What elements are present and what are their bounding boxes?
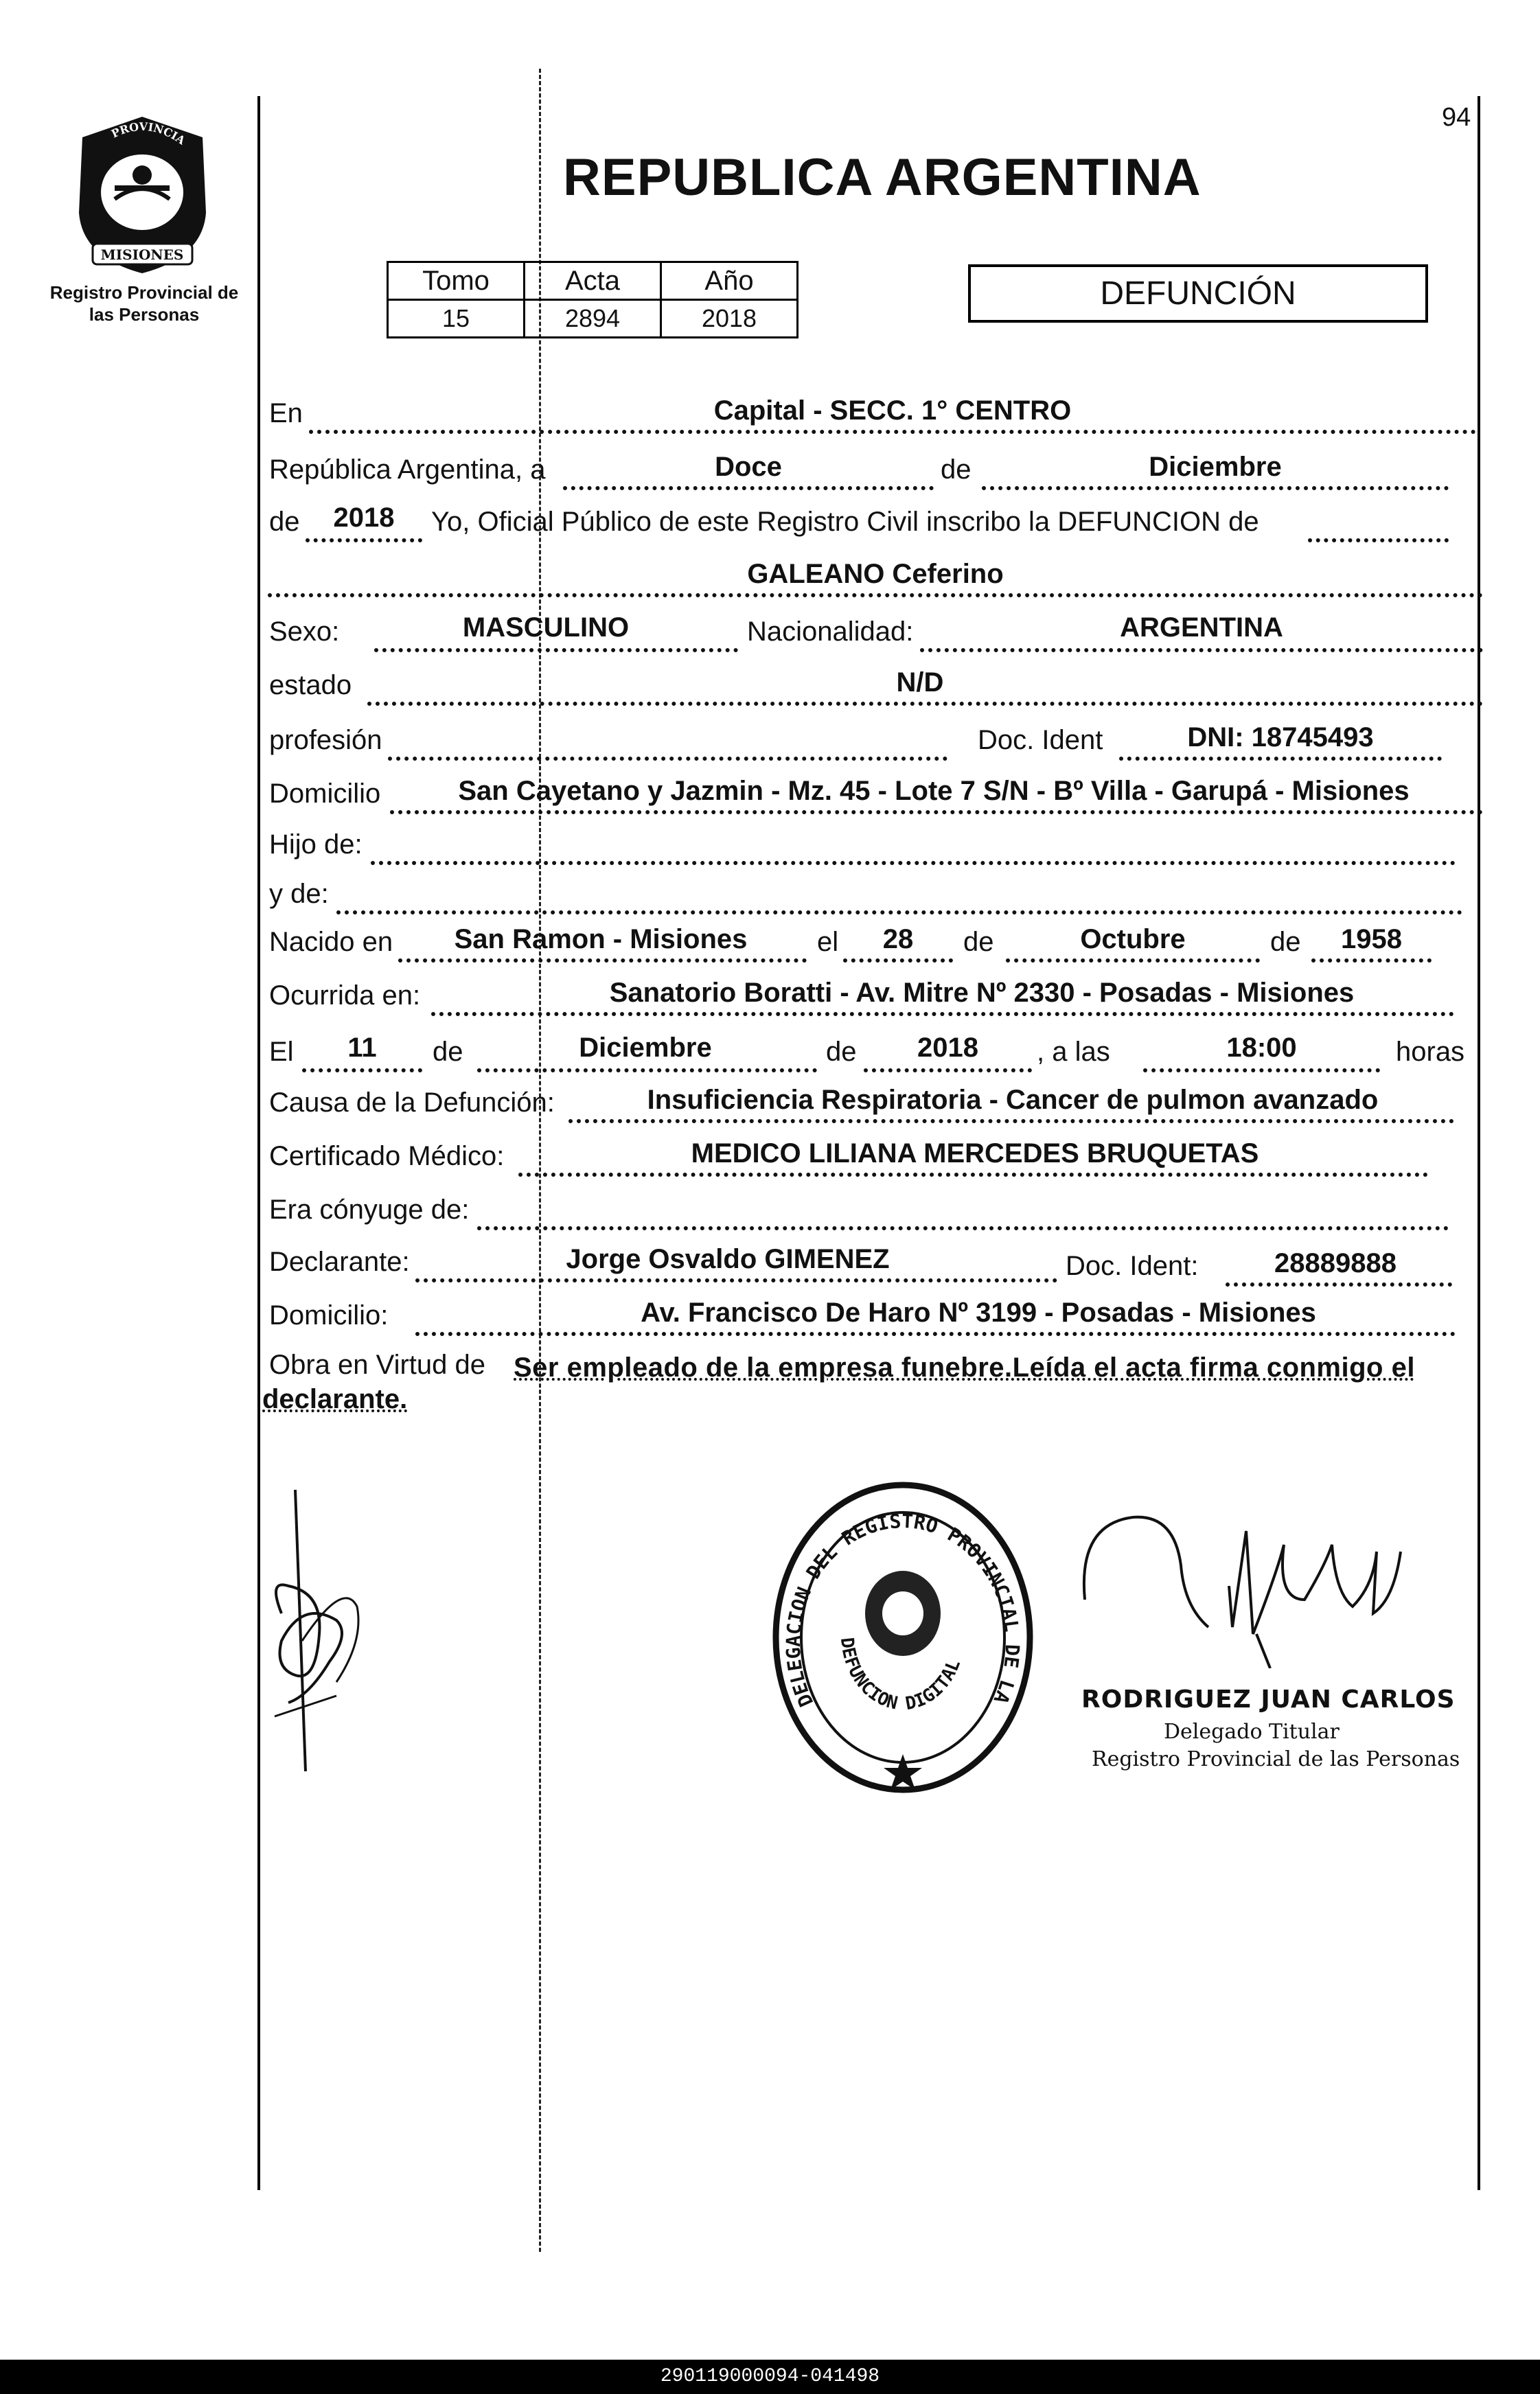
sexo-value: MASCULINO [462,612,630,643]
death-month-dots [477,1068,817,1072]
name-dots [268,593,1483,597]
province-coat-of-arms [65,110,220,278]
left-margin-line [257,96,260,2190]
certificado-label: Certificado Médico: [269,1141,505,1171]
sexo-dots [374,648,738,652]
el-label-2: El [269,1037,294,1067]
yde-dots [336,910,1462,914]
death-day: 11 [347,1033,377,1063]
domicilio-dots [390,810,1483,814]
doc-value: DNI: 18745493 [1187,722,1374,752]
stamp-outer-text: DELEGACION DEL REGISTRO PROVINCIAL DE LA [781,1509,1024,1710]
de-label: de [941,454,972,485]
en-dots [309,430,1476,434]
declarant-signature [254,1476,391,1778]
birth-day: 28 [882,924,914,954]
en-label: En [269,398,303,428]
certificado-dots [518,1173,1428,1177]
estado-value: N/D [896,667,944,698]
act-type-box: DEFUNCIÓN [968,264,1428,323]
doc-dots [1119,757,1442,761]
birth-day-dots [843,958,953,963]
sexo-label: Sexo: [269,617,340,647]
stamp-inner-text: DEFUNCION DIGITAL [836,1636,965,1715]
alas-label: , a las [1037,1037,1110,1067]
de-label-3: de [1270,927,1301,957]
birth-month-dots [1006,958,1260,963]
certificado-value: MEDICO LILIANA MERCEDES BRUQUETAS [691,1138,1259,1169]
official-signature [1071,1504,1456,1668]
de-label-4: de [433,1037,463,1067]
de-label-2: de [963,927,994,957]
death-time: 18:00 [1226,1033,1297,1063]
domicilio-label-2: Domicilio: [269,1300,389,1331]
domicilio-dots-2 [415,1332,1456,1336]
death-year: 2018 [917,1033,978,1063]
ocurrida-dots [431,1012,1454,1016]
profesion-label: profesión [269,725,382,755]
conyuge-dots [477,1226,1449,1230]
official-org: Registro Provincial de las Personas [1092,1747,1460,1771]
deceased-name: GALEANO Ceferino [747,559,1004,589]
domicilio-label: Domicilio [269,779,381,809]
birth-month: Octubre [1080,924,1186,954]
domicilio-value-2: Av. Francisco De Haro Nº 3199 - Posadas - Misiones [641,1298,1316,1328]
acta-value-acta: 2894 [525,300,661,338]
official-name: RODRIGUEZ JUAN CARLOS [1081,1685,1456,1714]
footer-code: 290119000094-041498 [660,2366,880,2387]
right-margin-line [1478,96,1480,2190]
ocurrida-label: Ocurrida en: [269,980,421,1011]
horas-label: horas [1396,1037,1465,1067]
obra-label: Obra en Virtud de [269,1350,486,1380]
month-dots [982,486,1449,490]
acta-table [387,261,798,338]
en-value: Capital - SECC. 1° CENTRO [713,395,1072,426]
death-year-dots [864,1068,1032,1072]
republica-label: República Argentina, a [269,454,546,485]
declarante-label: Declarante: [269,1247,410,1277]
day-dots [563,486,934,490]
nacionalidad-value: ARGENTINA [1120,612,1283,643]
declarante-doc: 28889888 [1274,1248,1397,1278]
nacido-value: San Ramon - Misiones [454,924,748,954]
estado-dots [367,702,1483,706]
acta-value-tomo: 15 [388,300,525,338]
year-value: 2018 [333,503,395,533]
declarante-dots [415,1278,1057,1282]
profesion-dots [388,757,947,761]
causa-value: Insuficiencia Respiratoria - Cancer de pulmon avanzado [647,1085,1379,1115]
obra-value-line2: declarante. [262,1384,408,1414]
inscribe-text: Yo, Oficial Público de este Registro Civil inscribo la DEFUNCION de [431,507,1259,537]
star-icon [884,1754,922,1790]
nacido-label: Nacido en [269,927,393,957]
registry-label: Registro Provincial de las Personas [49,282,239,325]
death-month: Diciembre [579,1033,712,1063]
causa-dots [568,1119,1454,1123]
fold-line [539,69,541,2252]
estado-label: estado [269,670,352,700]
acta-header-tomo: Tomo [388,262,525,300]
death-time-dots [1143,1068,1380,1072]
acta-header-ano: Año [661,262,798,300]
year-prefix-label: de [269,507,300,537]
nacionalidad-dots [920,648,1483,652]
doc-label: Doc. Ident [978,725,1103,755]
el-label: el [817,927,839,957]
month-value: Diciembre [1149,452,1282,482]
birth-year-dots [1311,958,1432,963]
ocurrida-value: Sanatorio Boratti - Av. Mitre Nº 2330 - Posadas - Misiones [609,978,1355,1008]
acta-header-acta: Acta [525,262,661,300]
acta-value-ano: 2018 [661,300,798,338]
conyuge-label: Era cónyuge de: [269,1195,470,1225]
declarante-value: Jorge Osvaldo GIMENEZ [566,1244,890,1274]
year-dots [306,538,422,542]
day-value: Doce [715,452,782,482]
document-title: REPUBLICA ARGENTINA [563,148,1202,207]
footer-bar [0,2360,1540,2394]
domicilio-value: San Cayetano y Jazmin - Mz. 45 - Lote 7 S/N - Bº Villa - Garupá - Misiones [458,776,1410,806]
obra-value-line1: Ser empleado de la empresa funebre.Leída el acta firma conmigo el [514,1353,1415,1383]
declarante-doc-dots [1226,1282,1452,1287]
logo-text-bottom: MISIONES [100,246,184,263]
official-role: Delegado Titular [1164,1720,1340,1744]
causa-label: Causa de la Defunción: [269,1087,555,1118]
nacionalidad-label: Nacionalidad: [747,617,914,647]
death-day-dots [302,1068,422,1072]
doc-label-2: Doc. Ident: [1066,1251,1199,1281]
logo-text-top: PROVINCIA [109,119,188,148]
inscribe-dots [1308,538,1449,542]
birth-year: 1958 [1341,924,1402,954]
official-stamp [766,1476,1040,1799]
de-label-5: de [826,1037,857,1067]
page-number: 94 [1442,103,1471,132]
hijo-dots [371,861,1456,865]
yde-label: y de: [269,879,329,909]
nacido-dots [398,958,807,963]
hijo-label: Hijo de: [269,829,363,860]
